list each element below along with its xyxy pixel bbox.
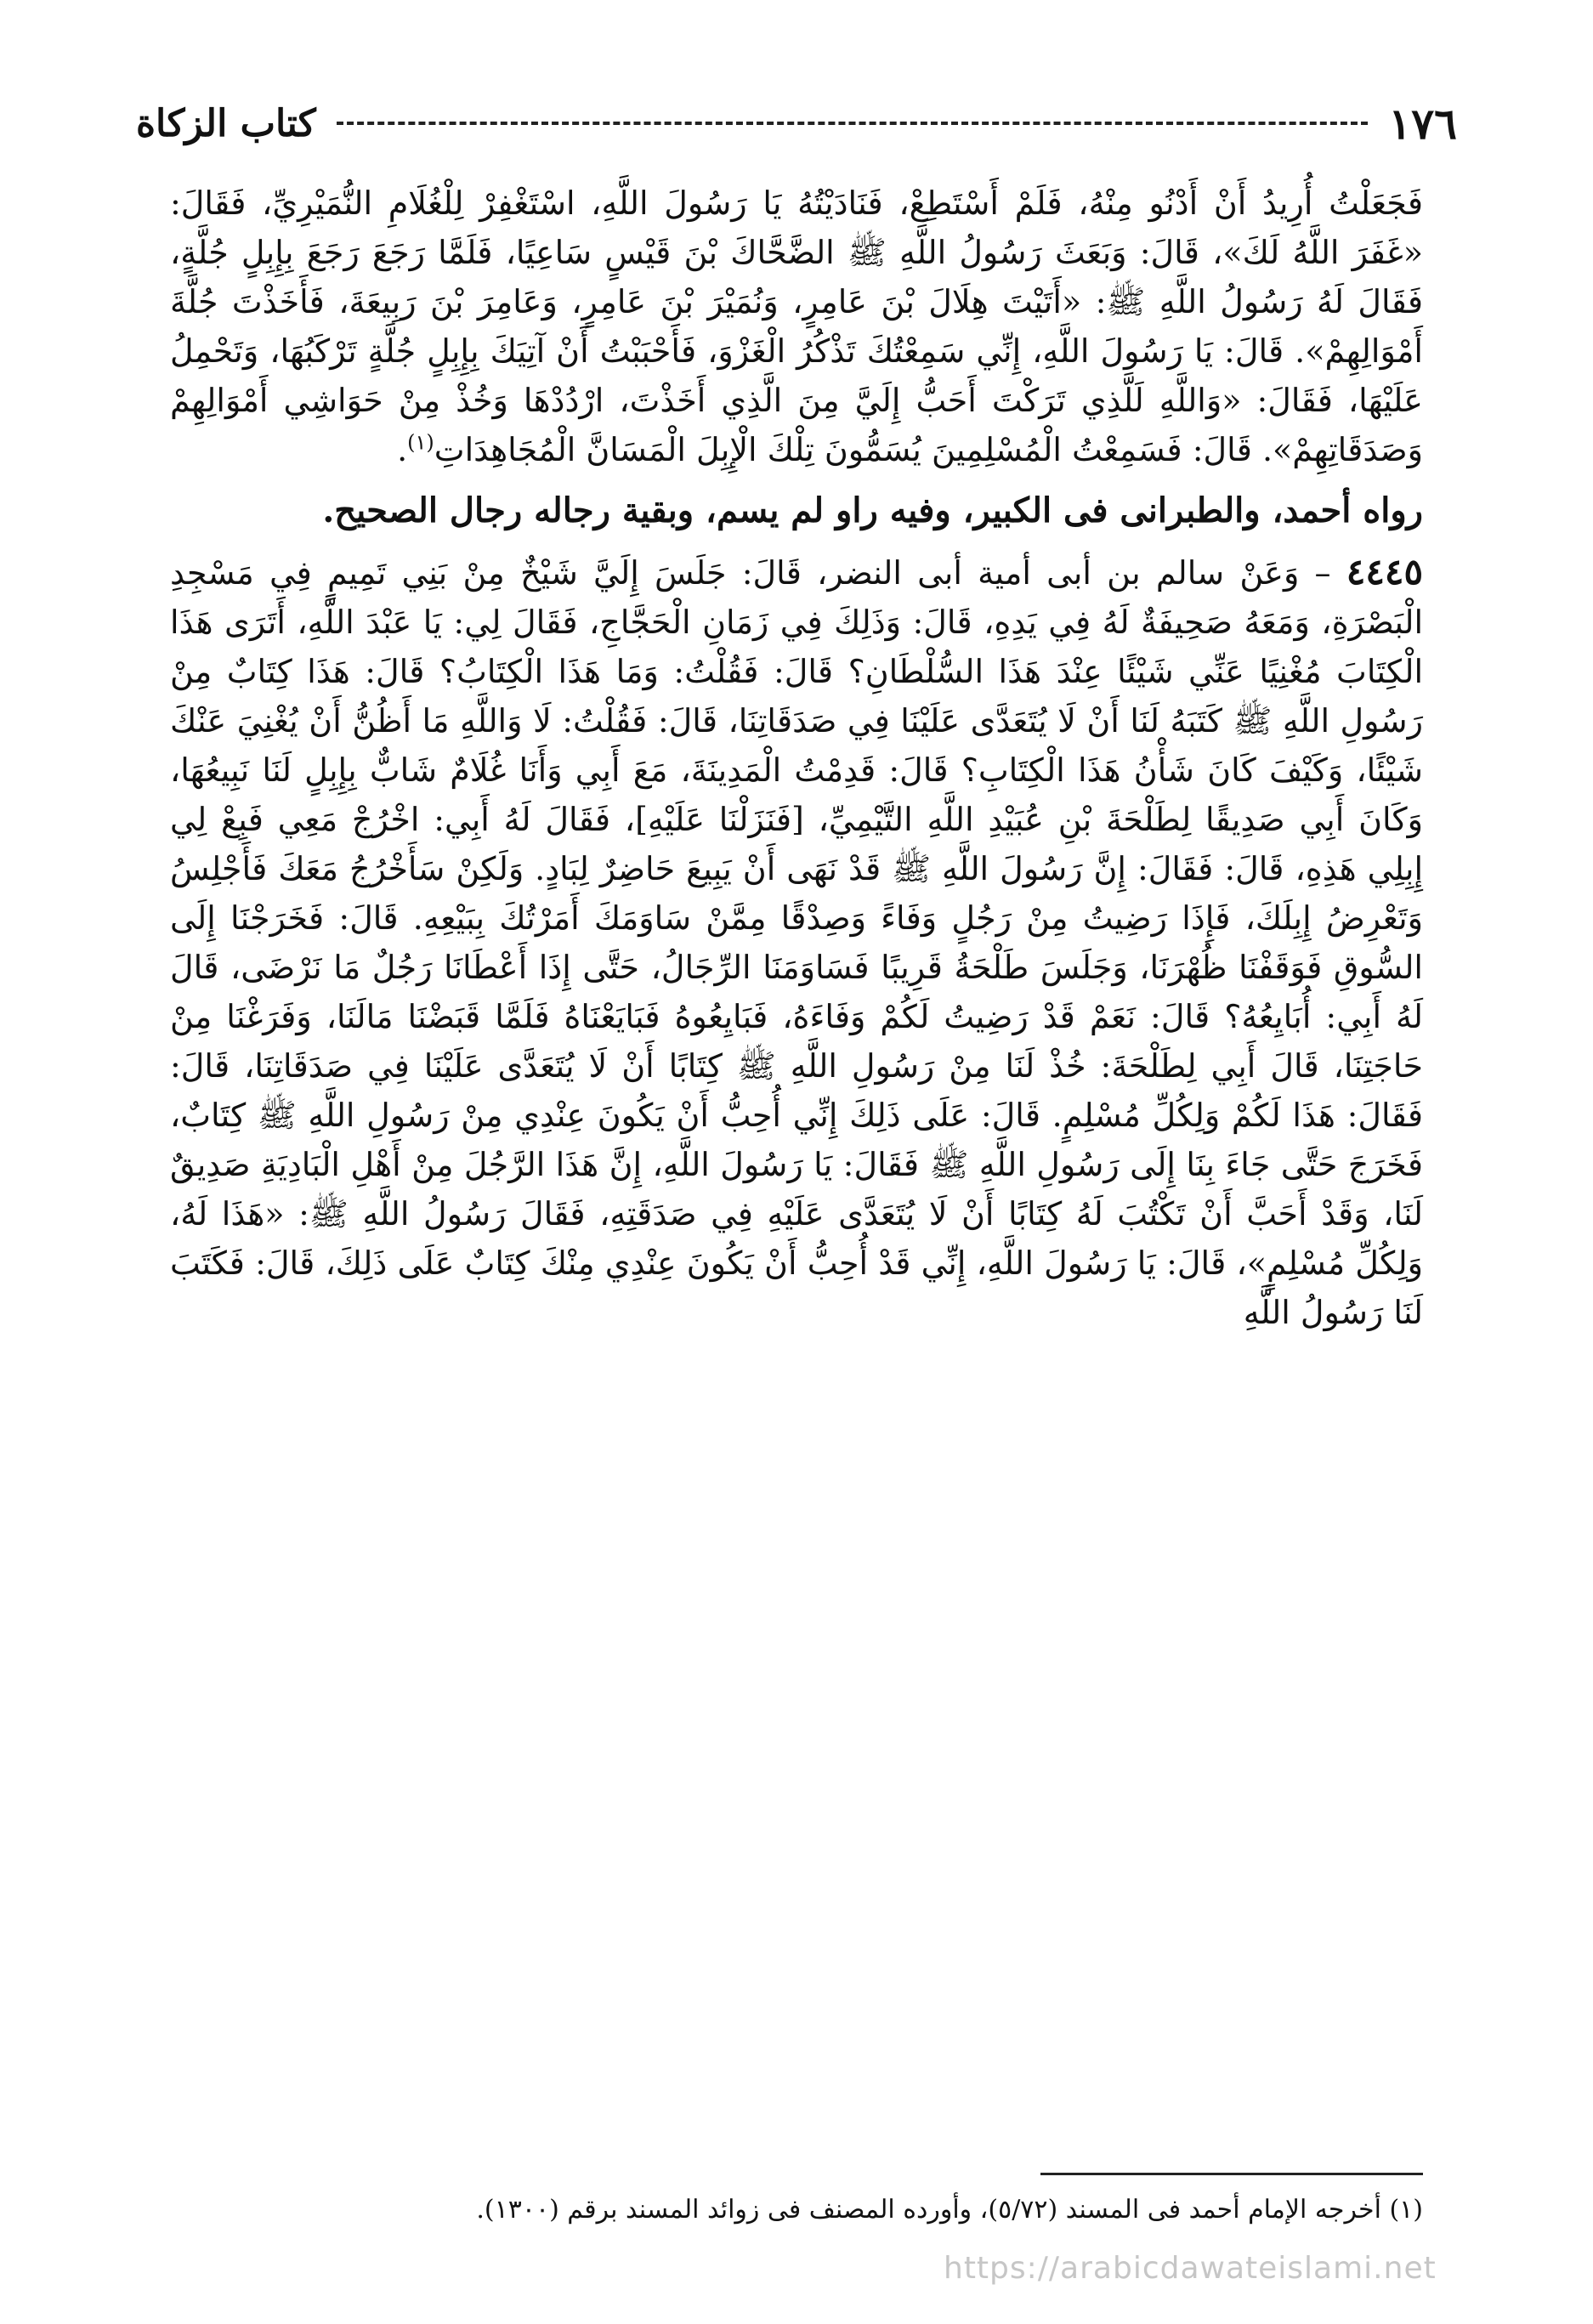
footnote: (١) أخرجه الإمام أحمد فى المسند (٥/٧٢)، وأورده المصنف فى زوائد المسند برقم (١٣٠٠). [476, 2195, 1423, 2225]
paragraph-text: – وَعَنْ سالم بن أبى أمية أبى النضر، قَالَ: جَلَسَ إِلَيَّ شَيْخٌ مِنْ بَنِي تَمِيمٍ فِي مَسْجِدِ الْبَصْرَةِ، وَمَعَهُ صَحِيفَةٌ لَهُ فِي يَدِهِ، قَالَ: وَذَلِكَ فِي زَمَانِ الْحَجَّاجِ، فَقَالَ لِي: يَا عَبْدَ اللَّهِ، أَتَرَى هَذَا الْكِتَابَ مُغْنِيًا عَنِّي شَيْئًا عِنْدَ هَذَا السُّلْطَانِ؟ قَالَ: فَقُلْتُ: وَمَا هَذَا الْكِتَابُ؟ قَالَ: هَذَا كِتَابٌ مِنْ رَسُولِ اللَّهِ ﷺ كَتَبَهُ لَنَا أَنْ لَا يُتَعَدَّى عَلَيْنَا فِي صَدَقَاتِنَا، قَالَ: فَقُلْتُ: لَا وَاللَّهِ مَا أَظُنُّ أَنْ يُغْنِيَ عَنْكَ شَيْئًا، وَكَيْفَ كَانَ شَأْنُ هَذَا الْكِتَابِ؟ قَالَ: قَدِمْتُ الْمَدِينَةَ، مَعَ أَبِي وَأَنَا غُلَامٌ شَابٌّ بِإِبِلٍ لَنَا نَبِيعُهَا، وَكَانَ أَبِي صَدِيقًا لِطَلْحَةَ بْنِ عُبَيْدِ اللَّهِ التَّيْمِيِّ، [فَنَزَلْنَا عَلَيْهِ]، فَقَالَ لَهُ أَبِي: اخْرُجْ مَعِي فَبِعْ لِي إِبِلِي هَذِهِ، قَالَ: فَقَالَ: إِنَّ رَسُولَ اللَّهِ ﷺ قَدْ نَهَى أَنْ يَبِيعَ حَاضِرٌ لِبَادٍ. وَلَكِنْ سَأَخْرُجُ مَعَكَ فَأَجْلِسُ وَتَعْرِضُ إِبِلَكَ، فَإِذَا رَضِيتُ مِنْ رَجُلٍ وَفَاءً وَصِدْقًا مِمَّنْ سَاوَمَكَ أَمَرْتُكَ بِبَيْعِهِ. قَالَ: فَخَرَجْنَا إِلَى السُّوقِ فَوَقَفْنَا ظُهْرَنَا، وَجَلَسَ طَلْحَةُ قَرِيبًا فَسَاوَمَنَا الرِّجَالُ، حَتَّى إِذَا أَعْطَانَا رَجُلٌ مَا نَرْضَى، قَالَ لَهُ أَبِي: أُبَايِعُهُ؟ قَالَ: نَعَمْ قَدْ رَضِيتُ لَكُمْ وَفَاءَهُ، فَبَايِعُوهُ فَبَايَعْنَاهُ فَلَمَّا قَبَضْنَا مَالَنَا، وَفَرَغْنَا مِنْ حَاجَتِنَا، قَالَ أَبِي لِطَلْحَةَ: خُذْ لَنَا مِنْ رَسُولِ اللَّهِ ﷺ كِتَابًا أَنْ لَا يُتَعَدَّى عَلَيْنَا فِي صَدَقَاتِنَا، قَالَ: فَقَالَ: هَذَا لَكُمْ وَلِكُلِّ مُسْلِمٍ. قَالَ: عَلَى ذَلِكَ إِنِّي أُحِبُّ أَنْ يَكُونَ عِنْدِي مِنْ رَسُولِ اللَّهِ ﷺ كِتَابٌ، فَخَرَجَ حَتَّى جَاءَ بِنَا إِلَى رَسُولِ اللَّهِ ﷺ فَقَالَ: يَا رَسُولَ اللَّهِ، إِنَّ هَذَا الرَّجُلَ مِنْ أَهْلِ الْبَادِيَةِ صَدِيقٌ لَنَا، وَقَدْ أَحَبَّ أَنْ تَكْتُبَ لَهُ كِتَابًا أَنْ لَا يُتَعَدَّى عَلَيْهِ فِي صَدَقَتِهِ، فَقَالَ رَسُولُ اللَّهِ ﷺ: «هَذَا لَهُ، وَلِكُلِّ مُسْلِمٍ»، قَالَ: يَا رَسُولَ اللَّهِ، إِنِّي قَدْ أُحِبُّ أَنْ يَكُونَ عِنْدِي مِنْكَ كِتَابٌ عَلَى ذَلِكَ، قَالَ: فَكَتَبَ لَنَا رَسُولُ اللَّهِ [170, 554, 1423, 1331]
main-text [170, 179, 1423, 1349]
footnote-reference: (١) [407, 430, 434, 455]
hadith-paragraph [170, 547, 1423, 1337]
header-divider [337, 122, 1369, 125]
book-title: كتاب الزكاة [136, 101, 316, 145]
hadith-number: ٤٤٤٥ [1346, 551, 1423, 592]
page-header [136, 85, 1457, 162]
narration-note: رواه أحمد، والطبرانى فى الكبير، وفيه راو لم يسم، وبقية رجاله رجال الصحيح. [322, 490, 1423, 530]
paragraph-text: فَجَعَلْتُ أُرِيدُ أَنْ أَدْنُو مِنْهُ، فَلَمْ أَسْتَطِعْ، فَنَادَيْتُهُ يَا رَسُولَ اللَّهِ، اسْتَغْفِرْ لِلْغُلَامِ النُّمَيْرِيِّ، فَقَالَ: «غَفَرَ اللَّهُ لَكَ»، قَالَ: وَبَعَثَ رَسُولُ اللَّهِ ﷺ الضَّحَّاكَ بْنَ قَيْسٍ سَاعِيًا، فَلَمَّا رَجَعَ رَجَعَ بِإِبِلٍ جُلَّةٍ، فَقَالَ لَهُ رَسُولُ اللَّهِ ﷺ: «أَتَيْتَ هِلَالَ بْنَ عَامِرٍ، وَنُمَيْرَ بْنَ عَامِرٍ، وَعَامِرَ بْنَ رَبِيعَةَ، فَأَخَذْتَ جُلَّةَ أَمْوَالِهِمْ». قَالَ: يَا رَسُولَ اللَّهِ، إِنِّي سَمِعْتُكَ تَذْكُرُ الْغَزْوَ، فَأَحْبَبْتُ أَنْ آتِيَكَ بِإِبِلٍ جُلَّةٍ تَرْكَبُهَا، وَتَحْمِلُ عَلَيْهَا، فَقَالَ: «وَاللَّهِ لَلَّذِي تَرَكْتَ أَحَبُّ إِلَيَّ مِنَ الَّذِي أَخَذْتَ، ارْدُدْهَا وَخُذْ مِنْ حَوَاشِي أَمْوَالِهِمْ وَصَدَقَاتِهِمْ». قَالَ: فَسَمِعْتُ الْمُسْلِمِينَ يُسَمُّونَ تِلْكَ الْإِبِلَ الْمَسَانَّ الْمُجَاهِدَاتِ [170, 184, 1423, 468]
hadith-continuation-paragraph: فَجَعَلْتُ أُرِيدُ أَنْ أَدْنُو مِنْهُ، فَلَمْ أَسْتَطِعْ، فَنَادَيْتُهُ يَا رَسُولَ اللَّهِ، اسْتَغْفِرْ لِلْغُلَامِ النُّمَيْرِيِّ، فَقَالَ: «غَفَرَ اللَّهُ لَكَ»، قَالَ: وَبَعَثَ رَسُولُ اللَّهِ ﷺ الضَّحَّاكَ بْنَ قَيْسٍ سَاعِيًا، فَلَمَّا رَجَعَ رَجَعَ بِإِبِلٍ جُلَّةٍ، فَقَالَ لَهُ رَسُولُ اللَّهِ ﷺ: «أَتَيْتَ هِلَالَ بْنَ عَامِرٍ، وَنُمَيْرَ بْنَ عَامِرٍ، وَعَامِرَ بْنَ رَبِيعَةَ، فَأَخَذْتَ جُلَّةَ أَمْوَالِهِمْ». قَالَ: يَا رَسُولَ اللَّهِ، إِنِّي سَمِعْتُكَ تَذْكُرُ الْغَزْوَ، فَأَحْبَبْتُ أَنْ آتِيَكَ بِإِبِلٍ جُلَّةٍ تَرْكَبُهَا، وَتَحْمِلُ عَلَيْهَا، فَقَالَ: «وَاللَّهِ لَلَّذِي تَرَكْتَ أَحَبُّ إِلَيَّ مِنَ الَّذِي أَخَذْتَ، ارْدُدْهَا وَخُذْ مِنْ حَوَاشِي أَمْوَالِهِمْ وَصَدَقَاتِهِمْ». قَالَ: فَسَمِعْتُ الْمُسْلِمِينَ يُسَمُّونَ تِلْكَ الْإِبِلَ الْمَسَانَّ الْمُجَاهِدَاتِ$^{(١)}$. [170, 184, 1423, 468]
page-number: ١٧٦ [1388, 98, 1457, 149]
footnote-divider [1040, 2173, 1423, 2175]
watermark-url: https://arabicdawateislami.net [944, 2251, 1437, 2286]
